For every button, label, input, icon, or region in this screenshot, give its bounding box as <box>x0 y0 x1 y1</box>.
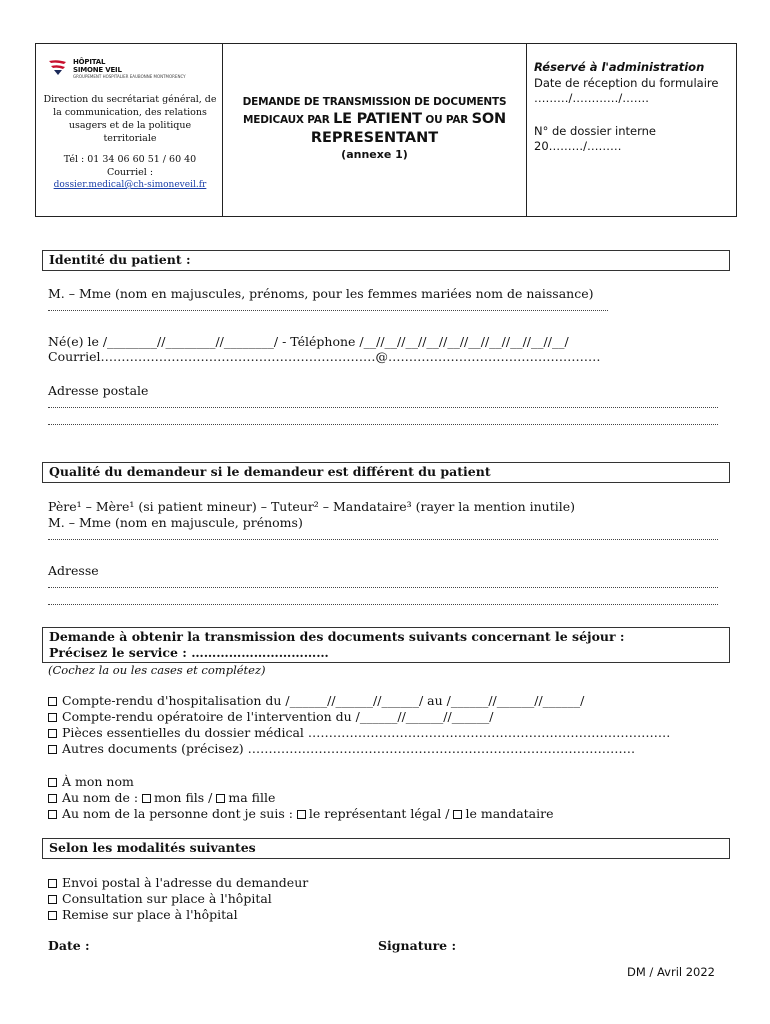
doc-other-checkbox[interactable] <box>48 745 57 754</box>
requester-name-label: M. – Mme (nom en majuscule, prénoms) <box>48 515 303 530</box>
annex-label: (annexe 1) <box>341 148 408 161</box>
postal-address-field-2[interactable] <box>48 423 718 425</box>
service-field[interactable]: Précisez le service : …………………………… <box>49 645 329 660</box>
own-name-row <box>48 774 134 789</box>
person-row <box>48 806 554 821</box>
section-documents-request <box>42 627 730 663</box>
title-part-a: MEDICAUX PAR <box>243 114 330 126</box>
legal-rep-label: le représentant légal / <box>308 806 450 821</box>
son-label: mon fils / <box>154 790 213 805</box>
doc-operation-checkbox[interactable] <box>48 713 57 722</box>
doc-essential-row <box>48 725 670 740</box>
phone-text: Tél : 01 34 06 60 51 / 60 40 <box>63 154 197 165</box>
reserved-title: Réservé à l'administration <box>534 60 705 74</box>
pickup-option-checkbox[interactable] <box>48 911 57 920</box>
header-title-cell <box>223 44 527 216</box>
name-of-row <box>48 790 275 805</box>
reception-value[interactable]: ………/…………/……. <box>534 91 649 105</box>
title-part-c: OU PAR <box>425 114 469 126</box>
title-part-b: LE PATIENT <box>333 111 422 127</box>
doc-hospitalisation-label: Compte-rendu d'hospitalisation du /______//______//______/ au /______//______//______/ <box>62 693 585 708</box>
postal-option-row <box>48 875 308 890</box>
consultation-option-checkbox[interactable] <box>48 895 57 904</box>
signature-label: Signature : <box>378 938 457 953</box>
dossier-value[interactable]: 20………/……… <box>534 139 622 153</box>
date-label: Date : <box>48 938 90 953</box>
reception-label: Date de réception du formulaire <box>534 75 719 90</box>
postal-address-label: Adresse postale <box>48 383 149 398</box>
form-header <box>35 43 737 217</box>
title-line-1: DEMANDE DE TRANSMISSION DE DOCUMENTS <box>242 96 507 108</box>
logo-subtitle: GROUPEMENT HOSPITALIER EAUBONNE MONTMORENCY <box>73 74 186 79</box>
doc-essential-label: Pièces essentielles du dossier médical …………………………………………………………………………… <box>62 725 671 740</box>
birth-phone-field[interactable]: Né(e) le /________//________//________/ - Téléphone /__//__//__//__//__//__//__//__//__//__/ <box>48 334 569 349</box>
legal-rep-checkbox[interactable] <box>297 810 306 819</box>
email-label: Courriel : <box>106 167 154 178</box>
son-checkbox[interactable] <box>142 794 151 803</box>
postal-option-label: Envoi postal à l'adresse du demandeur <box>62 875 309 890</box>
title-part-d: SON <box>471 111 506 127</box>
doc-hospitalisation-checkbox[interactable] <box>48 697 57 706</box>
doc-hospitalisation-row <box>48 693 584 708</box>
email-link[interactable]: dossier.medical@ch-simoneveil.fr <box>53 180 207 190</box>
patient-email-field[interactable]: Courriel…………………………………………………………@…………………………………………… <box>48 349 601 364</box>
postal-address-field-1[interactable] <box>48 406 718 408</box>
doc-operation-row <box>48 709 493 724</box>
consultation-option-label: Consultation sur place à l'hôpital <box>62 891 272 906</box>
hospital-logo-icon <box>48 58 68 76</box>
section-modalities-title: Selon les modalités suivantes <box>42 838 730 859</box>
requester-address-label: Adresse <box>48 563 99 578</box>
person-checkbox[interactable] <box>48 810 57 819</box>
pickup-option-label: Remise sur place à l'hôpital <box>62 907 238 922</box>
patient-name-field[interactable] <box>48 309 608 311</box>
title-line-2 <box>223 110 526 129</box>
requester-address-field-1[interactable] <box>48 586 718 588</box>
requester-address-field-2[interactable] <box>48 603 718 605</box>
pickup-option-row <box>48 907 238 922</box>
requester-name-field[interactable] <box>48 538 718 540</box>
requester-quality: Père¹ – Mère¹ (si patient mineur) – Tuteur² – Mandataire³ (rayer la mention inutile) <box>48 499 575 514</box>
logo-line-2: SIMONE VEIL <box>73 66 122 74</box>
doc-essential-checkbox[interactable] <box>48 729 57 738</box>
agent-checkbox[interactable] <box>453 810 462 819</box>
doc-other-label: Autres documents (précisez) ………………………………………………………………………………… <box>62 741 636 756</box>
checkbox-hint: (Cochez la ou les cases et complétez) <box>48 663 266 677</box>
dossier-label: N° de dossier interne <box>534 123 656 138</box>
name-of-label: Au nom de : <box>62 790 139 805</box>
header-admin-cell <box>527 44 736 216</box>
doc-operation-label: Compte-rendu opératoire de l'intervention du /______//______//______/ <box>62 709 494 724</box>
hospital-logo <box>48 58 218 79</box>
daughter-label: ma fille <box>228 790 276 805</box>
person-label: Au nom de la personne dont je suis : <box>62 806 293 821</box>
name-of-checkbox[interactable] <box>48 794 57 803</box>
documents-request-title: Demande à obtenir la transmission des documents suivants concernant le séjour : <box>49 629 625 644</box>
section-patient-identity-title: Identité du patient : <box>42 250 730 271</box>
section-requester-title: Qualité du demandeur si le demandeur est différent du patient <box>42 462 730 483</box>
consultation-option-row <box>48 891 272 906</box>
own-name-checkbox[interactable] <box>48 778 57 787</box>
header-contact-cell <box>36 44 223 216</box>
postal-option-checkbox[interactable] <box>48 879 57 888</box>
doc-other-row <box>48 741 635 756</box>
document-reference: DM / Avril 2022 <box>627 965 716 979</box>
own-name-label: À mon nom <box>62 774 134 789</box>
daughter-checkbox[interactable] <box>216 794 225 803</box>
direction-text: Direction du secrétariat général, de la communication, des relations usagers et de la politique territoriale <box>43 94 217 144</box>
title-line-3: REPRESENTANT <box>310 130 439 146</box>
agent-label: le mandataire <box>465 806 554 821</box>
logo-line-1: HÔPITAL <box>73 58 106 66</box>
patient-name-label: M. – Mme (nom en majuscules, prénoms, pour les femmes mariées nom de naissance) <box>48 286 594 301</box>
